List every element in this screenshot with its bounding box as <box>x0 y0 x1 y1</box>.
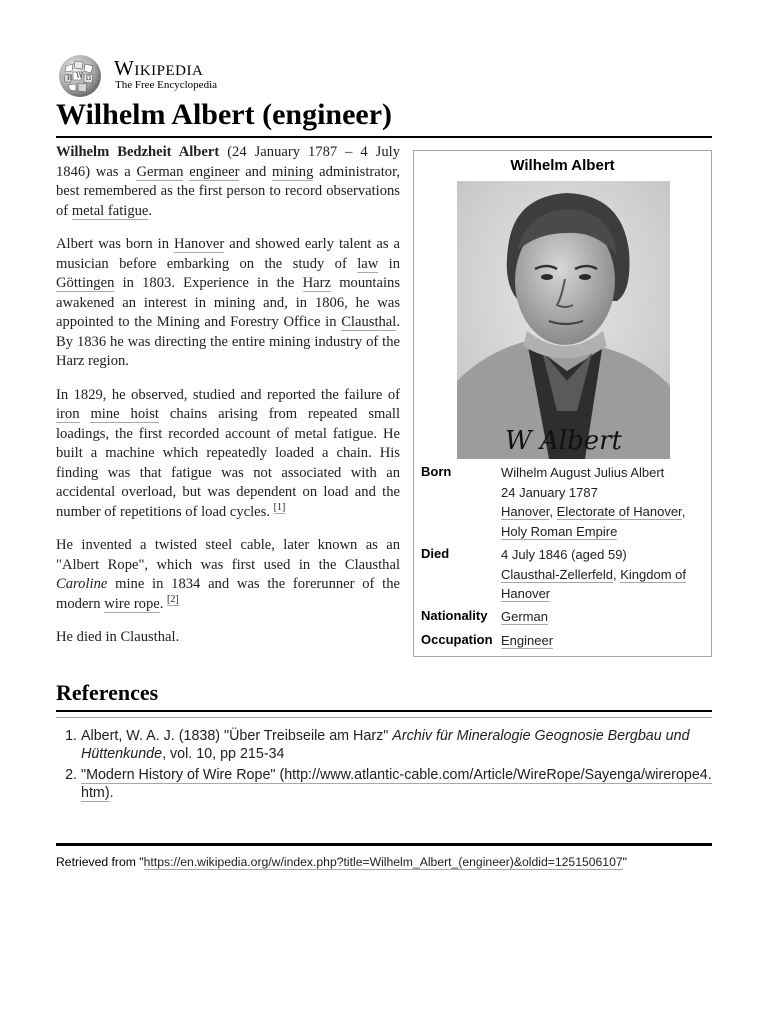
footer-divider <box>56 843 712 846</box>
citation-link-1[interactable]: [1] <box>273 501 286 513</box>
wikipedia-tagline: The Free Encyclopedia <box>115 79 218 91</box>
link-harz[interactable]: Harz <box>302 275 331 291</box>
retrieved-url-link[interactable]: https://en.wikipedia.org/w/index.php?title=Wilhelm_Albert_(engineer)&oldid=1251506107 <box>143 855 623 869</box>
link-mining[interactable]: mining <box>272 163 314 180</box>
text: administrator, best remembered as the first person to record observations of <box>56 163 401 219</box>
text: and <box>239 163 273 180</box>
link-kingdom-of-hanover[interactable]: Kingdom of Hanover <box>501 566 686 601</box>
signature-text: W Albert <box>505 426 622 456</box>
link-engineer[interactable]: engineer <box>189 163 240 180</box>
title-divider <box>56 136 712 138</box>
born-name: Wilhelm August Julius Albert <box>501 465 665 480</box>
link-engineer-infobox[interactable]: Engineer <box>501 633 554 648</box>
reference-2-link[interactable]: "Modern History of Wire Rope" (http://www.atlantic-cable.com/Article/WireRope/Sayenga/wirerope4.htm) <box>81 767 712 801</box>
text: Albert was born in <box>56 236 174 252</box>
link-law[interactable]: law <box>357 255 379 272</box>
references-list <box>56 727 712 805</box>
text <box>80 406 91 422</box>
occupation-value <box>501 631 707 651</box>
text: He died in Clausthal. <box>56 629 180 645</box>
wikipedia-globe-icon[interactable] <box>56 54 104 98</box>
references-heading: References <box>56 680 159 705</box>
paragraph-fatigue <box>56 386 400 523</box>
text: . By 1836 he was directing the entire mining industry of the Harz region. <box>56 314 400 369</box>
died-place <box>501 565 707 604</box>
text: , <box>613 566 621 582</box>
born-value <box>501 463 707 541</box>
text: Retrieved from " <box>56 855 144 869</box>
svg-text:Ω: Ω <box>86 75 91 82</box>
text: , vol. 10, pp 215-34 <box>162 746 285 762</box>
text: . <box>159 595 168 612</box>
link-clausthal-zellerfeld[interactable]: Clausthal-Zellerfeld <box>501 566 613 582</box>
paragraph-death <box>56 628 400 648</box>
link-electorate-of-hanover[interactable]: Electorate of Hanover <box>556 504 682 519</box>
link-iron[interactable]: iron <box>56 406 80 422</box>
reference-item-2 <box>81 766 712 802</box>
text: in 1803. Experience in the <box>114 275 303 291</box>
link-hanover-infobox[interactable]: Hanover <box>501 504 550 519</box>
reference-1-journal: Archiv für Mineralogie Geognosie Bergbau und Hüttenkunde <box>81 728 690 762</box>
citation-link-2[interactable]: [2] <box>167 593 179 605</box>
link-metal-fatigue[interactable]: metal fatigue <box>71 202 149 219</box>
text: , <box>681 504 686 519</box>
link-mine-hoist[interactable]: mine hoist <box>90 406 159 422</box>
text: , <box>549 504 557 519</box>
wikipedia-wordmark[interactable]: Wikipedia <box>114 56 204 80</box>
text: . <box>148 202 153 219</box>
citation-1 <box>274 502 286 514</box>
subject-name: Wilhelm Bedzheit Albert <box>56 144 220 160</box>
link-hanover[interactable]: Hanover <box>174 236 225 252</box>
references-divider <box>56 710 712 712</box>
text: mine in 1834 and was the forerunner of the modern <box>56 576 400 612</box>
text: He invented a twisted steel cable, later known as an "Albert Rope", which was first used in the Clausthal <box>56 537 400 573</box>
text: and showed early talent as a musician before embarking on the study of <box>56 236 400 272</box>
text: mountains awakened an interest in mining and, in 1806, he was appointed to the Mining and Forestry Office in <box>56 275 400 330</box>
text: in <box>378 255 401 272</box>
text: Albert, W. A. J. (1838) "Über Treibseile am Harz" <box>81 728 393 744</box>
paragraph-early-life <box>56 235 400 372</box>
died-value <box>501 545 707 604</box>
retrieved-from-footer <box>56 855 712 869</box>
text: (24 January 1787 – 4 July 1846) was a <box>56 144 400 180</box>
died-label: Died <box>421 546 450 561</box>
nationality-value <box>501 607 707 627</box>
svg-text:W: W <box>76 72 84 80</box>
occupation-label: Occupation <box>421 632 493 647</box>
svg-text:И: И <box>67 75 73 82</box>
link-holy-roman-empire[interactable]: Holy Roman Empire <box>501 523 618 539</box>
infobox <box>413 150 712 657</box>
paragraph-wire-rope <box>56 536 400 614</box>
portrait-image[interactable] <box>457 181 670 459</box>
site-header <box>56 54 356 98</box>
article-body <box>56 143 400 662</box>
link-german[interactable]: German <box>136 163 184 180</box>
text: . <box>109 785 114 801</box>
born-label: Born <box>421 464 452 479</box>
born-place <box>501 502 707 522</box>
italic-caroline: Caroline <box>56 576 108 592</box>
link-gottingen[interactable]: Göttingen <box>56 275 115 291</box>
born-date: 24 January 1787 <box>501 484 598 500</box>
text: chains arising from repeated small loadings, the first recorded account of metal fatigue. He built a machine which repeatedly loaded a chain. His finding was that fatigue was not associated with an accidental overload, but was dependent on load and the number of repetitions of load cycles. <box>56 406 400 520</box>
text: In 1829, he observed, studied and reported the failure of <box>56 386 400 403</box>
text: " <box>622 855 627 869</box>
page-title: Wilhelm Albert (engineer) <box>56 98 393 131</box>
link-clausthal[interactable]: Clausthal <box>341 314 397 330</box>
born-place-2 <box>501 522 707 542</box>
references-divider-thin <box>56 717 712 718</box>
citation-2 <box>167 594 179 606</box>
paragraph-intro <box>56 143 400 221</box>
infobox-title: Wilhelm Albert <box>510 157 615 174</box>
nationality-label: Nationality <box>421 608 488 623</box>
reference-item-1 <box>81 727 712 763</box>
link-wire-rope[interactable]: wire rope <box>104 595 160 612</box>
link-german-infobox[interactable]: German <box>501 609 548 624</box>
died-date: 4 July 1846 (aged 59) <box>501 547 627 562</box>
